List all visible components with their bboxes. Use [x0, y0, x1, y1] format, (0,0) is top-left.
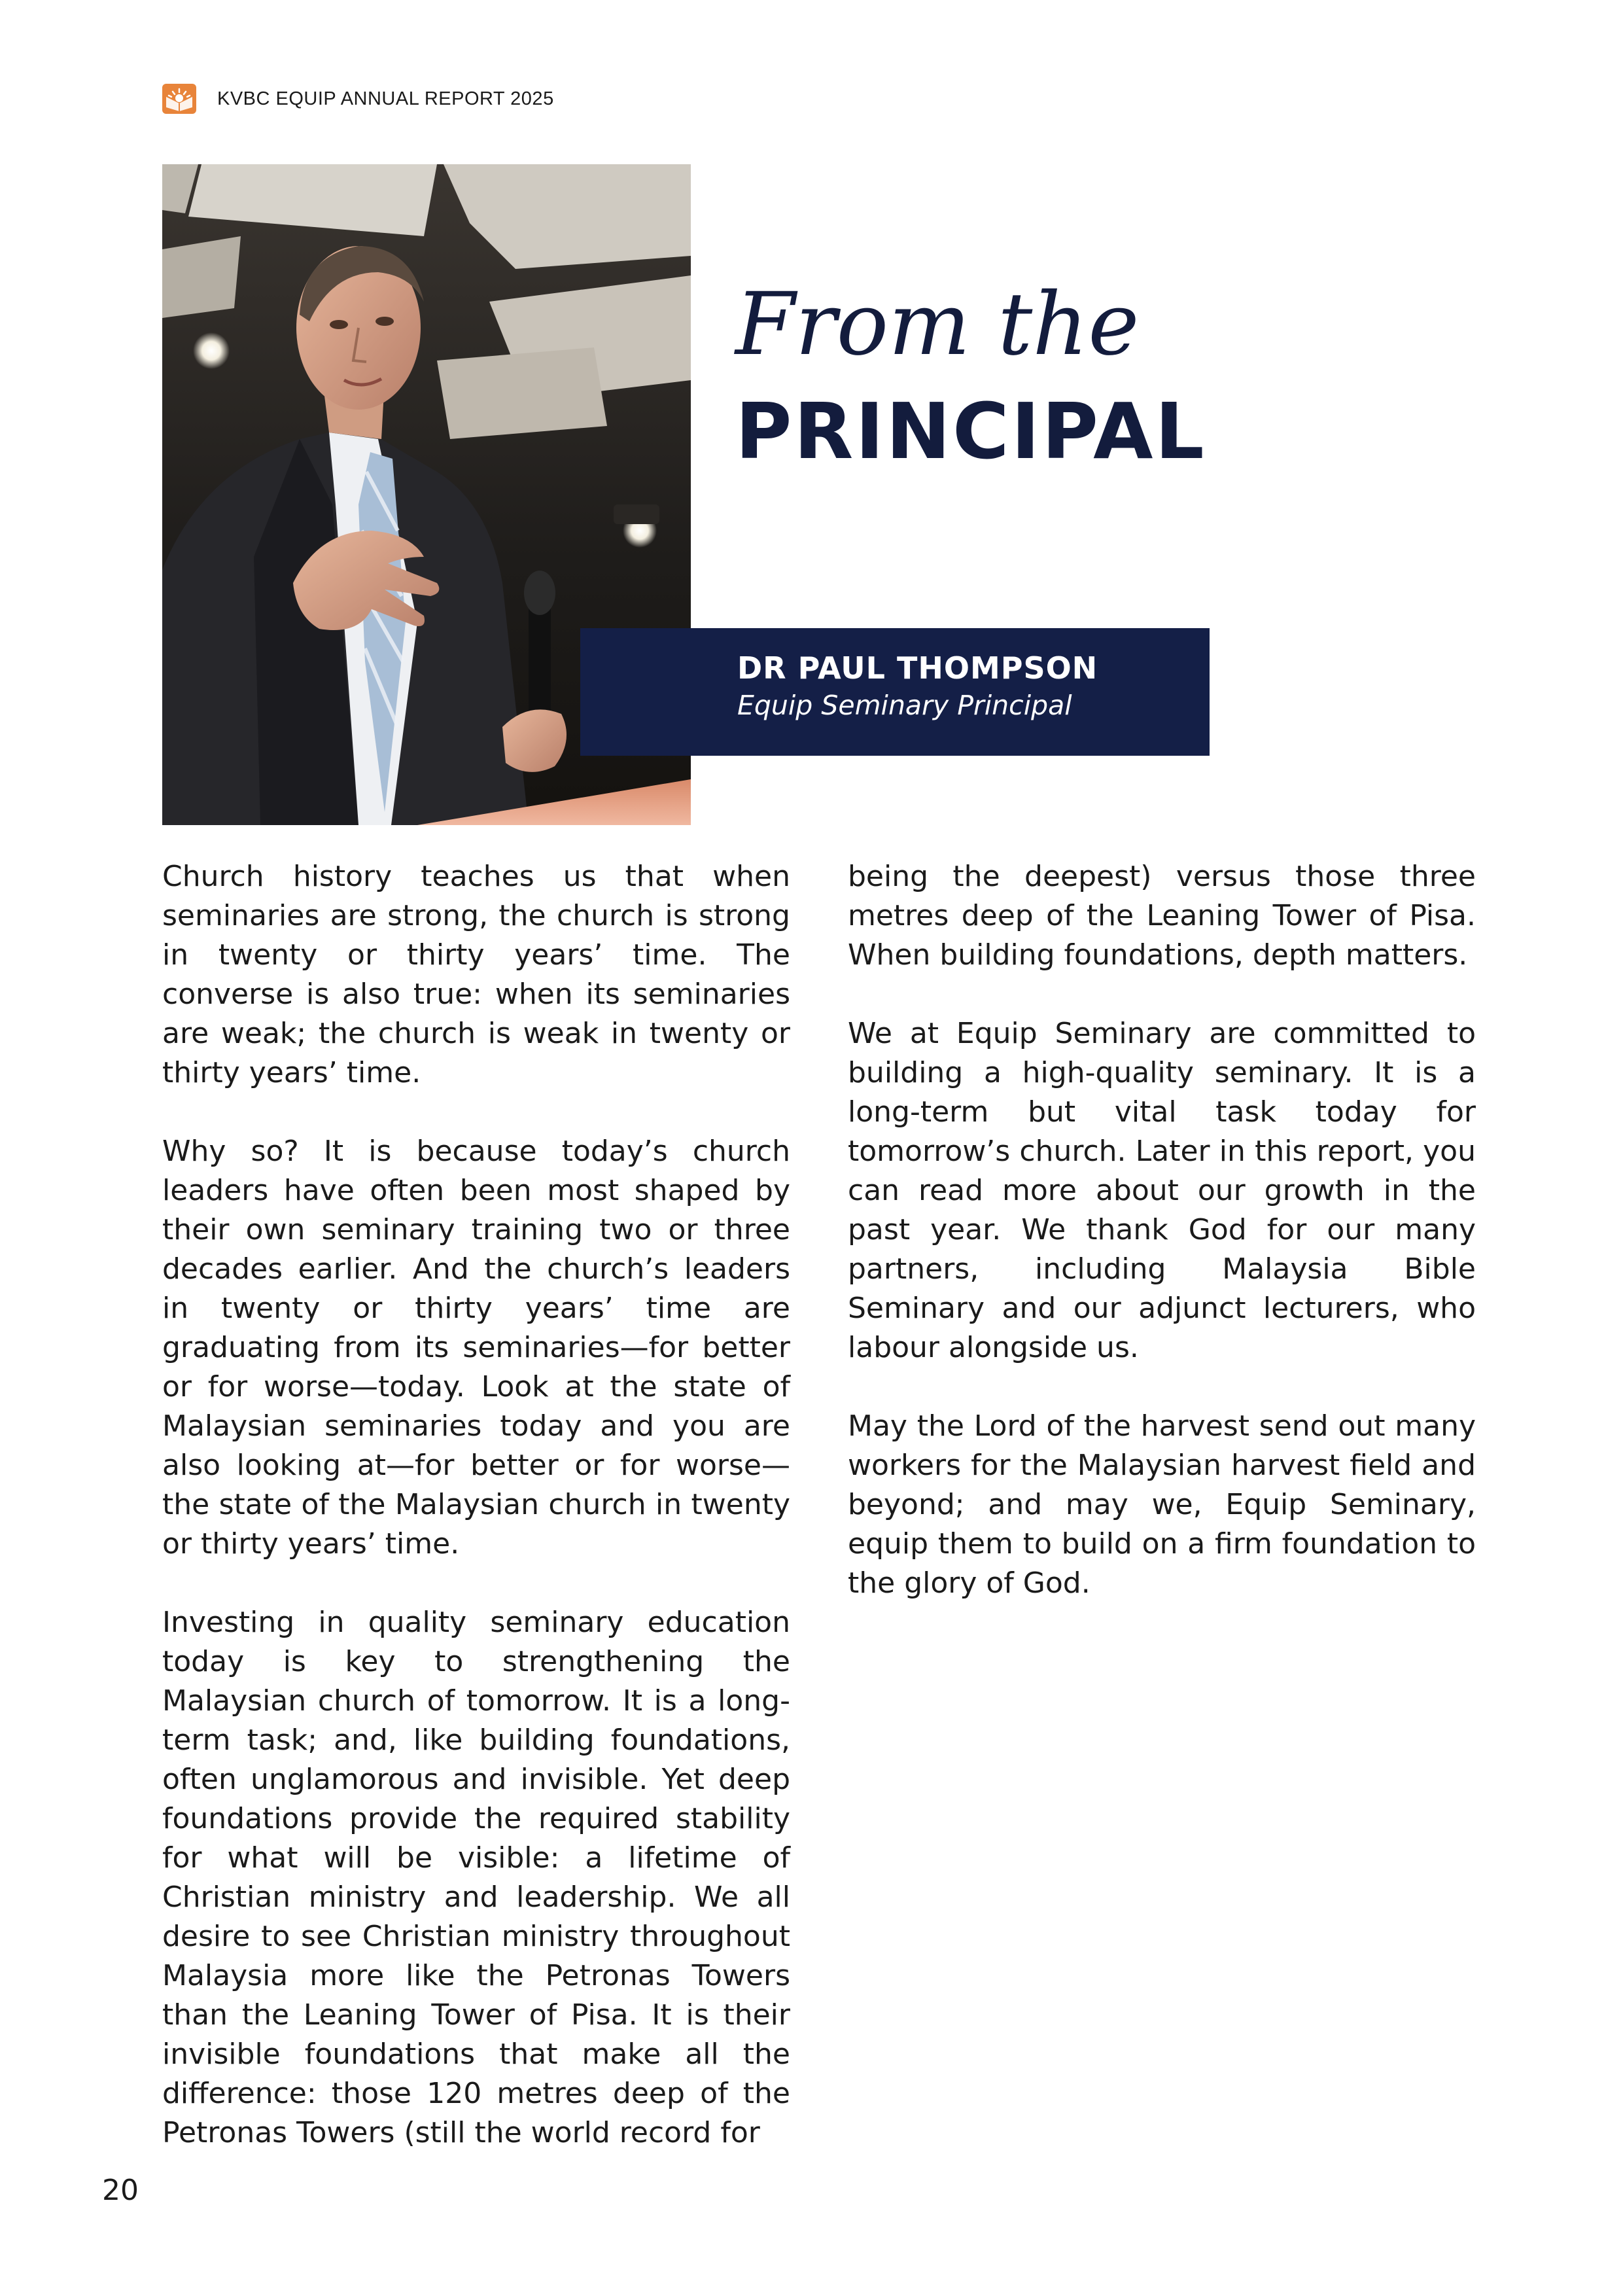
open-book-sunrise-icon — [162, 84, 196, 114]
body-paragraph: Church history teaches us that when seminaries are strong, the church is strong in twenty or thirty years’ time. The converse is also true: when its seminaries are weak; the church is weak in twenty or thirty years’ time. — [162, 860, 790, 1089]
heading-from-the: From the — [735, 274, 1140, 375]
principal-name: DR PAUL THOMPSON — [737, 650, 1098, 686]
body-paragraph: May the Lord of the harvest send out many workers for the Malaysian harvest field and beyond; and may we, Equip Seminary, equip them to build on a firm foundation to the glory of God. — [848, 1409, 1476, 1600]
name-caption-box — [580, 628, 1210, 756]
principal-role: Equip Seminary Principal — [737, 690, 1072, 721]
body-column-left — [162, 857, 790, 2192]
body-column-right — [848, 857, 1476, 1642]
body-paragraph: Why so? It is because today’s church leaders have often been most shaped by their own seminary training two or three decades earlier. And the church’s leaders in twenty or thirty years’ time are graduating from its seminaries—for better or for worse—today. Look at the state of Malaysian seminaries today and you are also looking at—for better or for worse—the state of the Malaysian church in twenty or thirty years’ time. — [162, 1135, 790, 1561]
body-paragraph: We at Equip Seminary are committed to building a high-quality seminary. It is a long-term but vital task today for tomorrow’s church. Later in this report, you can read more about our growth in the past year. We thank God for our many partners, including Malaysia Bible Seminary and our adjunct lecturers, who labour alongside us. — [848, 1017, 1476, 1364]
page-number: 20 — [102, 2174, 139, 2207]
report-title: KVBC EQUIP ANNUAL REPORT 2025 — [217, 88, 554, 109]
body-paragraph: Investing in quality seminary education today is key to strengthening the Malaysian church of tomorrow. It is a long-term task; and, like building foundations, often unglamorous and invisible. Yet deep foundations provide the required stability for what will be visible: a lifetime of Christian ministry and leadership. We all desire to see Christian ministry throughout Malaysia more like the Petronas Towers than the Leaning Tower of Pisa. It is their invisible foundations that make all the difference: those 120 metres deep of the Petronas Towers (still the world record for — [162, 1606, 790, 2149]
heading-principal: PRINCIPAL — [735, 386, 1206, 476]
body-paragraph: being the deepest) versus those three metres deep of the Leaning Tower of Pisa. When building foundations, depth matters. — [848, 860, 1476, 972]
running-header — [162, 84, 554, 114]
